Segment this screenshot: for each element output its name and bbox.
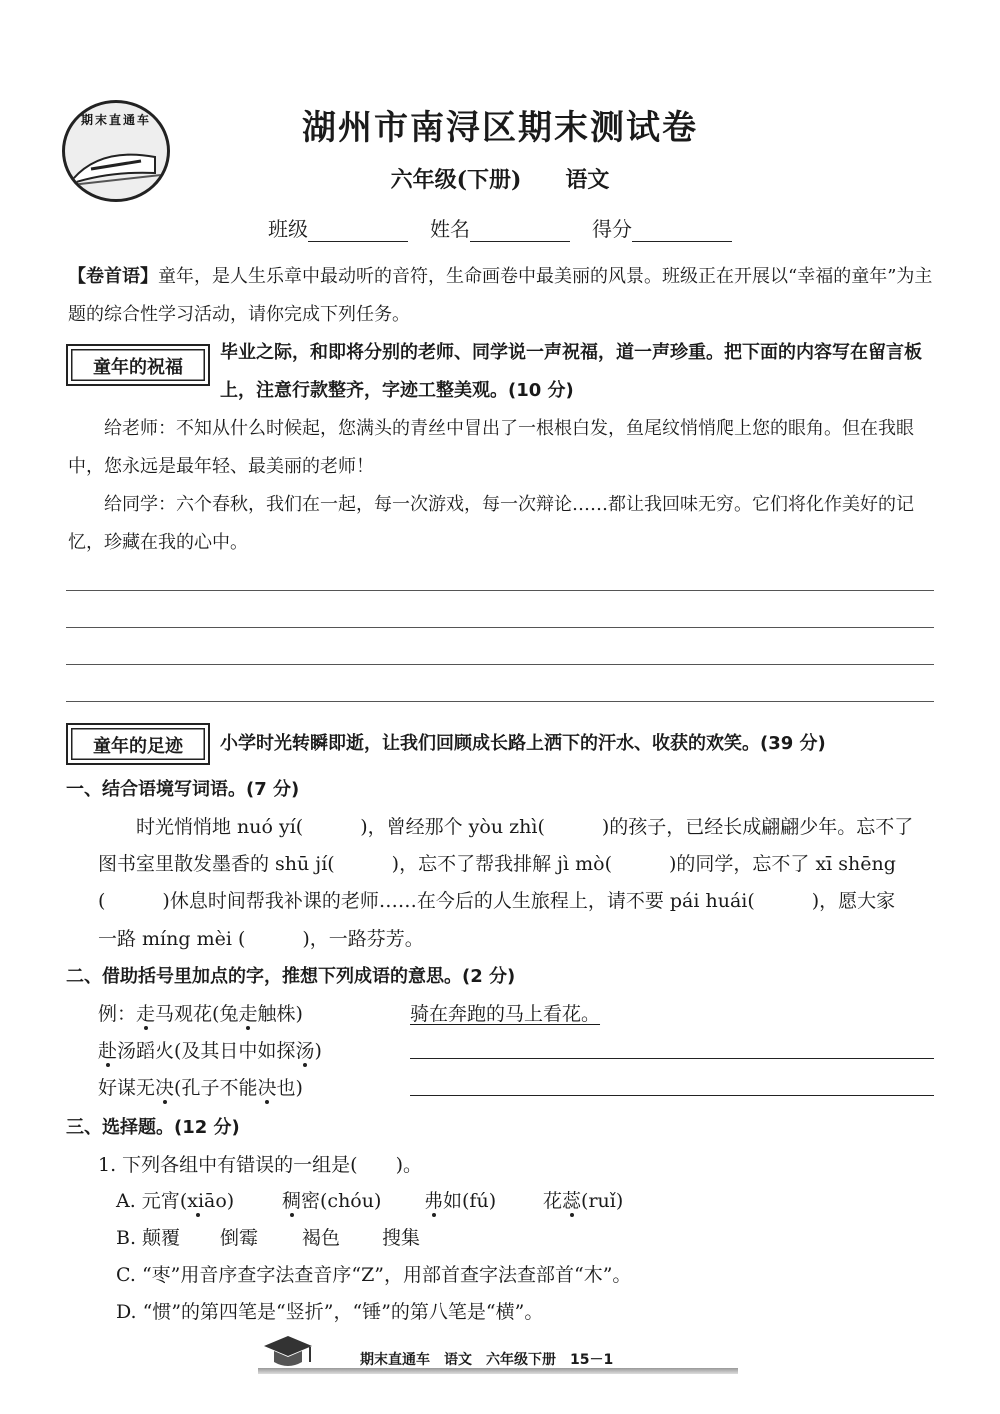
q3-option-c[interactable]: C. “枣”用音序查字法查音序“Z”，用部首查字法查部首“木”。 bbox=[116, 1264, 632, 1286]
example-label: 例： bbox=[98, 1003, 137, 1025]
page-title: 湖州市南浔区期末测试卷 bbox=[302, 108, 698, 148]
score-field[interactable] bbox=[592, 213, 732, 242]
writing-line[interactable] bbox=[66, 701, 934, 702]
idiom-text: ) bbox=[314, 1040, 322, 1062]
q1-line: 时光悄悄地 nuó yí( )，曾经那个 yòu zhì( )的孩子，已经长成翩翩少年。忘不了 bbox=[136, 816, 914, 838]
q2-example bbox=[98, 999, 303, 1026]
q3-option-a-word bbox=[543, 1186, 623, 1213]
dotted-char: 走 bbox=[136, 1003, 156, 1025]
class-blank[interactable] bbox=[308, 221, 408, 242]
class-field[interactable] bbox=[268, 213, 408, 242]
writing-line[interactable] bbox=[66, 664, 934, 665]
logo-text: 期末直通车 bbox=[80, 113, 151, 127]
graduation-cap-icon bbox=[260, 1332, 316, 1372]
option-word: 倒霉 bbox=[220, 1227, 259, 1249]
q2-item-2 bbox=[98, 1073, 303, 1100]
option-word: 花 bbox=[543, 1190, 563, 1212]
section2-instruction: 小学时光转瞬即逝，让我们回顾成长路上洒下的汗水、收获的欢笑。(39 分) bbox=[220, 733, 826, 754]
subtitle-grade: 六年级(下册) bbox=[390, 167, 522, 193]
score-blank[interactable] bbox=[632, 221, 732, 242]
idiom-text: 触株) bbox=[257, 1003, 303, 1025]
question-3-heading: 三、选择题。(12 分) bbox=[66, 1117, 240, 1138]
q3-option-a[interactable] bbox=[116, 1186, 234, 1213]
q3-option-a-word bbox=[282, 1186, 381, 1213]
idiom-text: (孔子不能 bbox=[174, 1077, 258, 1099]
dotted-char: 决 bbox=[257, 1077, 277, 1099]
name-blank[interactable] bbox=[470, 221, 570, 242]
idiom-text: 汤蹈火(及其日中如探 bbox=[117, 1040, 296, 1062]
intro-text: 童年，是人生乐章中最动听的音符，生命画卷中最美丽的风景。班级正在开展以“幸福的童年”为主题的综合性学习活动，请你完成下列任务。 bbox=[68, 266, 933, 325]
option-word: 褐色 bbox=[302, 1227, 341, 1249]
intro-paragraph bbox=[68, 258, 934, 334]
option-label: B. 颠覆 bbox=[116, 1227, 181, 1249]
class-label: 班级 bbox=[268, 217, 308, 241]
option-word: 宵(xiāo) bbox=[160, 1190, 235, 1212]
footer-bar bbox=[258, 1368, 738, 1374]
option-label: A. 元 bbox=[116, 1190, 161, 1212]
option-word: 搜集 bbox=[382, 1227, 421, 1249]
section-banner-blessing bbox=[66, 344, 210, 386]
classmate-message: 给同学：六个春秋，我们在一起，每一次游戏，每一次辩论……都让我回味无穷。它们将化作美好的记忆，珍藏在我的心中。 bbox=[68, 494, 914, 553]
teacher-message: 给老师：不知从什么时候起，您满头的青丝中冒出了一根根白发，鱼尾纹悄悄爬上您的眼角。但在我眼中，您永远是最年轻、最美丽的老师！ bbox=[68, 418, 914, 477]
dotted-char: 蕊 bbox=[562, 1190, 582, 1212]
name-label: 姓名 bbox=[430, 217, 470, 241]
q2-item-1 bbox=[98, 1036, 322, 1063]
answer-line[interactable] bbox=[410, 1058, 934, 1059]
dotted-char: 稠 bbox=[282, 1190, 302, 1212]
option-word: 如(fú) bbox=[443, 1190, 497, 1212]
dotted-char: 决 bbox=[155, 1077, 175, 1099]
subtitle-subject: 语文 bbox=[565, 167, 610, 193]
q3-option-d[interactable]: D. “惯”的第四笔是“竖折”，“锤”的第八笔是“横”。 bbox=[116, 1301, 544, 1323]
dotted-char: 赴 bbox=[98, 1040, 118, 1062]
intro-tag: 【卷首语】 bbox=[68, 266, 158, 287]
dotted-char: 走 bbox=[238, 1003, 258, 1025]
footer-text: 期末直通车 语文 六年级下册 15－1 bbox=[360, 1352, 614, 1368]
section-banner-label: 童年的祝福 bbox=[93, 357, 183, 378]
name-field[interactable] bbox=[430, 213, 570, 242]
page-subtitle bbox=[0, 163, 1000, 194]
answer-line[interactable] bbox=[410, 1095, 934, 1096]
section-banner-label: 童年的足迹 bbox=[93, 736, 183, 757]
q1-line: 一路 míng mèi ( )，一路芬芳。 bbox=[98, 928, 424, 950]
q1-line: ( )休息时间帮我补课的老师……在今后的人生旅程上，请不要 pái huái( )，愿大家 bbox=[98, 890, 896, 912]
q3-option-b[interactable] bbox=[116, 1223, 180, 1250]
example-answer: 骑在奔跑的马上看花。 bbox=[410, 1003, 601, 1025]
idiom-text: 也) bbox=[276, 1077, 303, 1099]
option-word: 密(chóu) bbox=[301, 1190, 382, 1212]
dotted-char: 弗 bbox=[424, 1190, 444, 1212]
question-1-heading: 一、结合语境写词语。(7 分) bbox=[66, 779, 300, 800]
q3-option-a-word bbox=[424, 1186, 496, 1213]
writing-line[interactable] bbox=[66, 627, 934, 628]
section1-instruction: 毕业之际，和即将分别的老师、同学说一声祝福，道一声珍重。把下面的内容写在留言板上，注意行款整齐，字迹工整美观。(10 分) bbox=[220, 342, 922, 401]
q1-line: 图书室里散发墨香的 shū jí( )，忘不了帮我排解 jì mò( )的同学，忘不了 xī shēng bbox=[98, 853, 896, 875]
section-banner-footprints bbox=[66, 723, 210, 765]
writing-line[interactable] bbox=[66, 590, 934, 591]
score-label: 得分 bbox=[592, 217, 632, 241]
q3-question-1: 1. 下列各组中有错误的一组是( )。 bbox=[98, 1154, 422, 1176]
idiom-text: 马观花(兔 bbox=[155, 1003, 239, 1025]
question-2-heading: 二、借助括号里加点的字，推想下列成语的意思。(2 分) bbox=[66, 966, 516, 987]
dotted-char: 汤 bbox=[295, 1040, 315, 1062]
idiom-text: 好谋无 bbox=[98, 1077, 156, 1099]
option-word: (ruǐ) bbox=[581, 1190, 624, 1212]
